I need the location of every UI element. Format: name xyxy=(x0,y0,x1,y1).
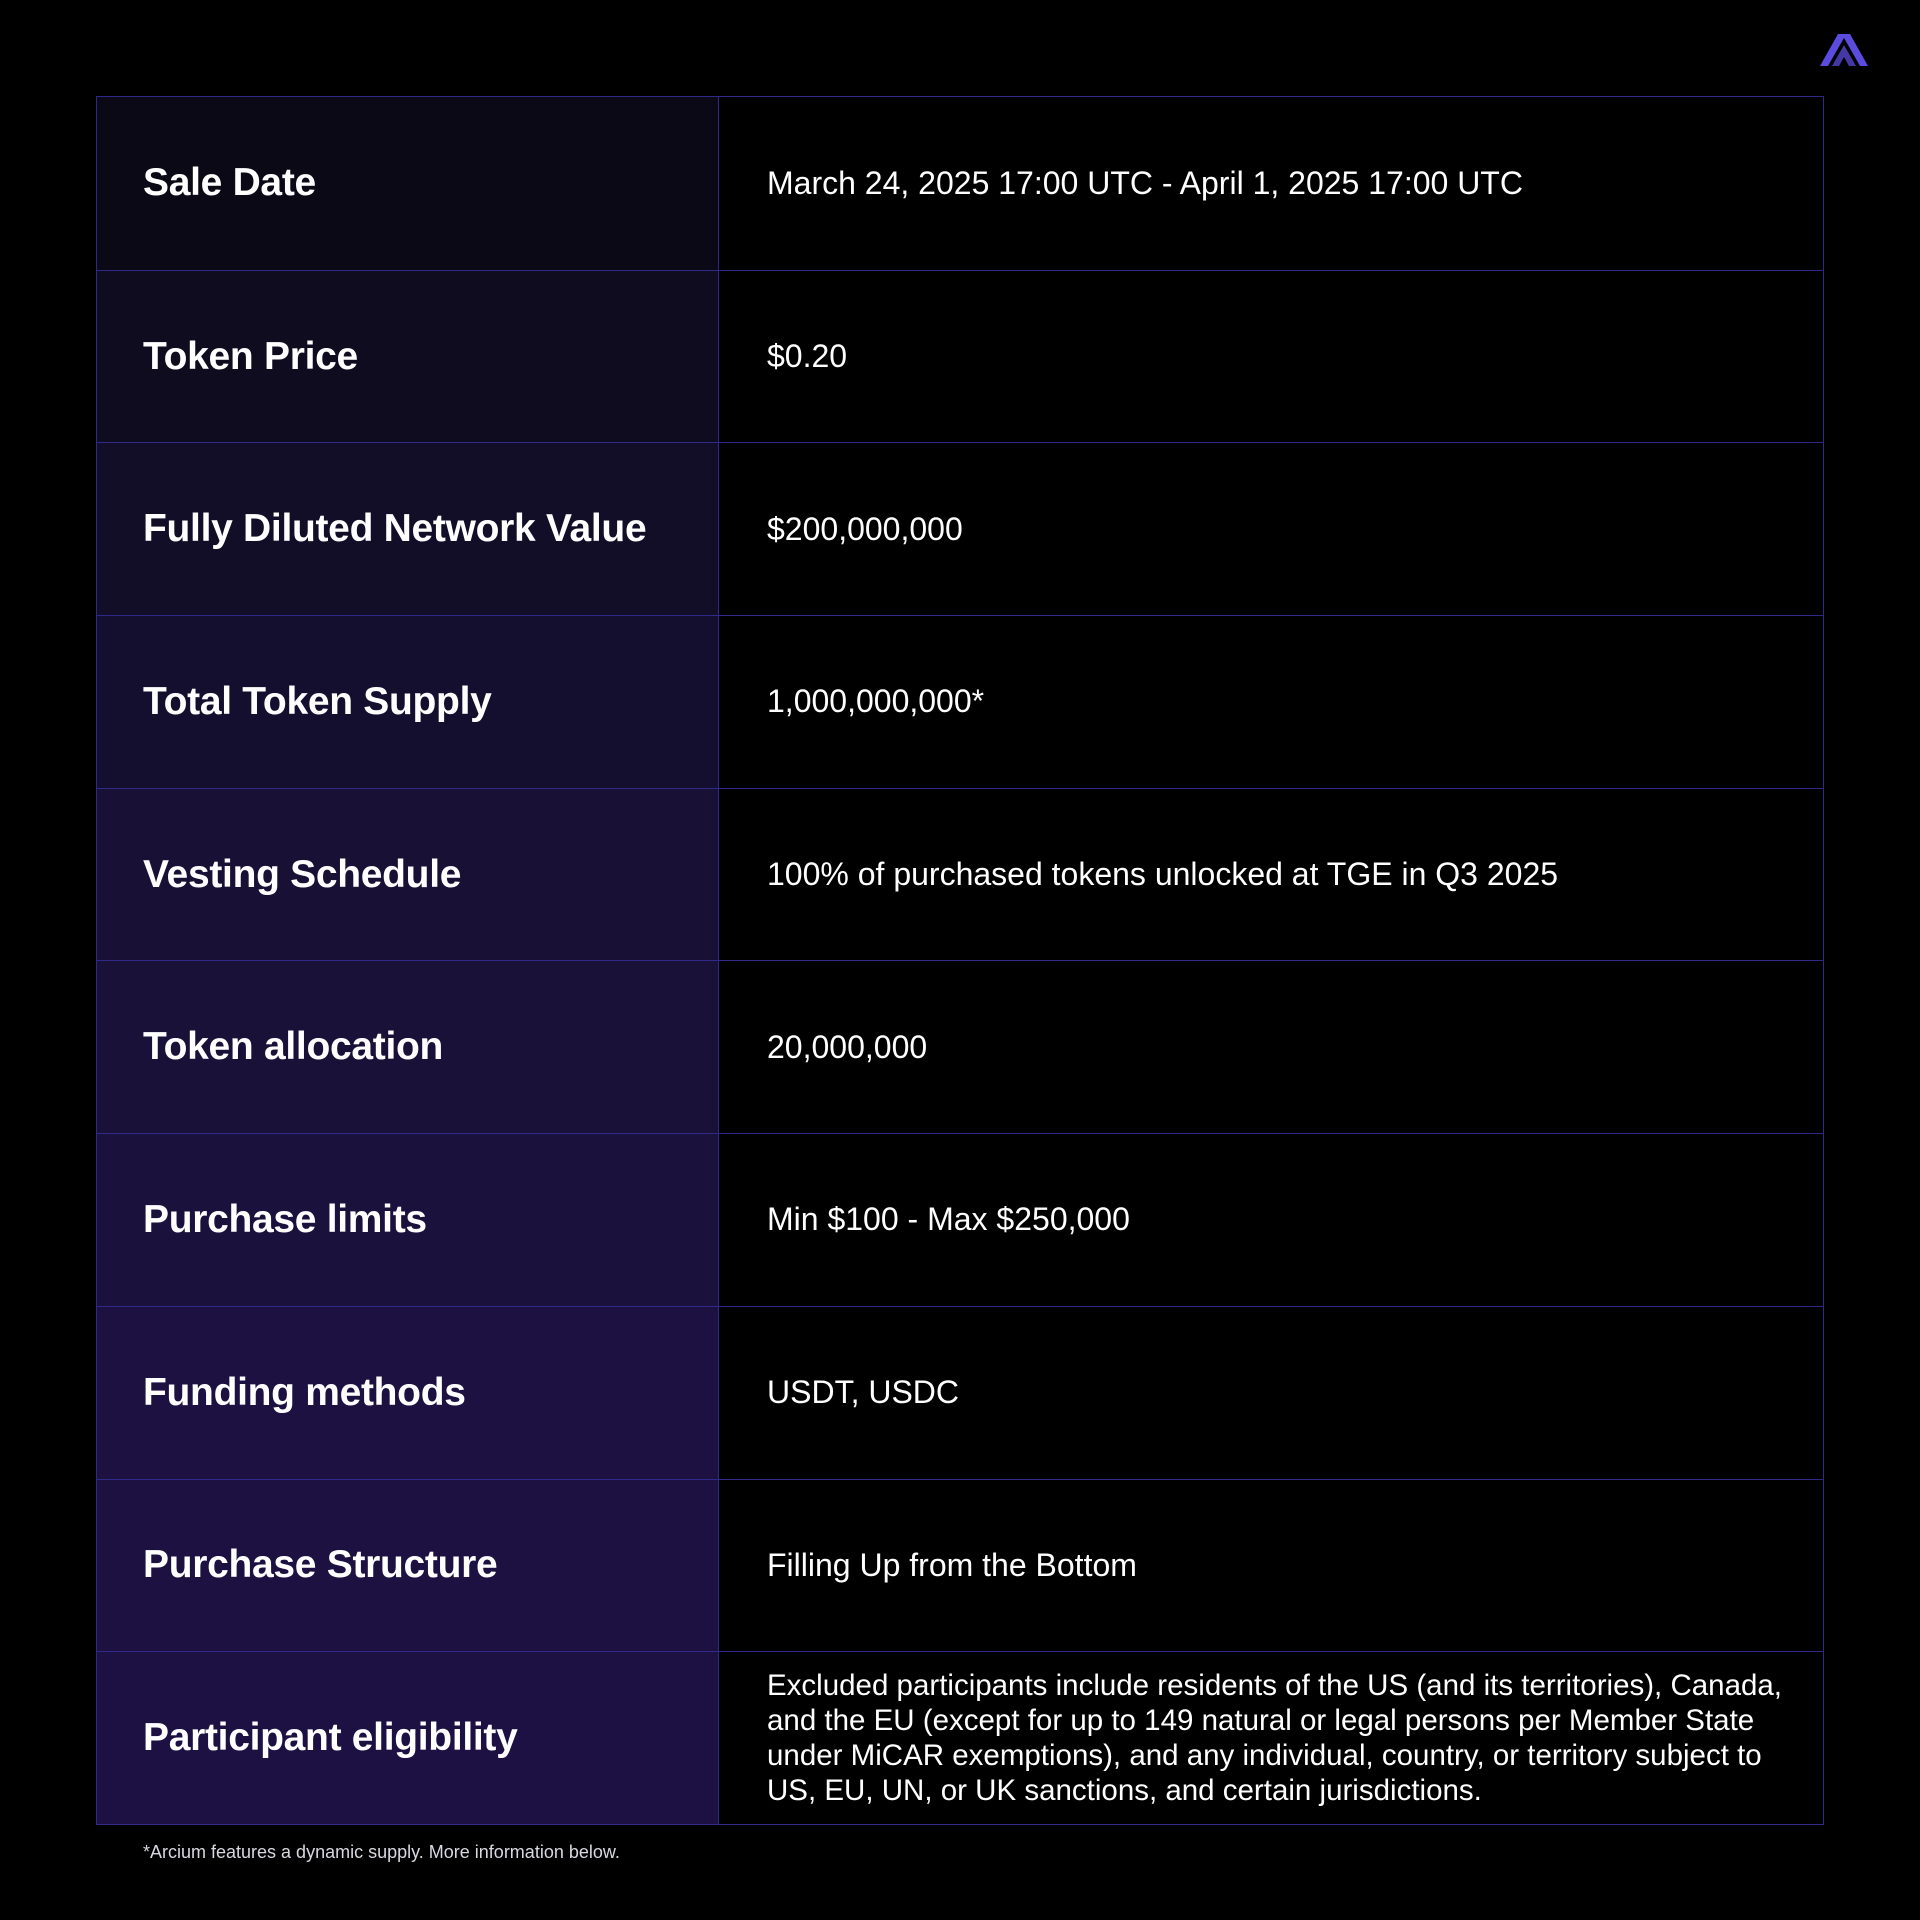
row-participant-eligibility xyxy=(97,1651,1823,1824)
row-value: Filling Up from the Bottom xyxy=(719,1480,1823,1652)
row-funding-methods xyxy=(97,1306,1823,1479)
row-token-price xyxy=(97,270,1823,443)
row-label: Purchase Structure xyxy=(97,1480,719,1652)
row-label: Token Price xyxy=(97,271,719,443)
row-purchase-limits xyxy=(97,1133,1823,1306)
row-value: USDT, USDC xyxy=(719,1307,1823,1479)
footnote: *Arcium features a dynamic supply. More information below. xyxy=(143,1842,620,1862)
row-token-allocation xyxy=(97,960,1823,1133)
row-label: Participant eligibility xyxy=(97,1652,719,1824)
row-value: Excluded participants include residents of the US (and its territories), Canada, and the EU (except for up to 149 natural or legal persons per Member State under MiCAR exemptions), and any individual, country, or territory subject to US, EU, UN, or UK sanctions, and certain jurisdictions. xyxy=(719,1652,1823,1824)
row-label: Purchase limits xyxy=(97,1134,719,1306)
row-sale-date xyxy=(97,97,1823,270)
row-value: $0.20 xyxy=(719,271,1823,443)
row-label: Vesting Schedule xyxy=(97,789,719,961)
row-value: 1,000,000,000* xyxy=(719,616,1823,788)
arcium-logo-icon xyxy=(1818,30,1870,70)
row-value: 20,000,000 xyxy=(719,961,1823,1133)
row-value: March 24, 2025 17:00 UTC - April 1, 2025 17:00 UTC xyxy=(719,97,1823,270)
row-fully-diluted-value xyxy=(97,442,1823,615)
token-sale-table xyxy=(96,96,1824,1825)
row-value: $200,000,000 xyxy=(719,443,1823,615)
row-value: Min $100 - Max $250,000 xyxy=(719,1134,1823,1306)
row-total-token-supply xyxy=(97,615,1823,788)
row-label: Fully Diluted Network Value xyxy=(97,443,719,615)
row-label: Sale Date xyxy=(97,97,719,270)
row-purchase-structure xyxy=(97,1479,1823,1652)
row-label: Funding methods xyxy=(97,1307,719,1479)
row-value: 100% of purchased tokens unlocked at TGE in Q3 2025 xyxy=(719,789,1823,961)
row-label: Token allocation xyxy=(97,961,719,1133)
row-label: Total Token Supply xyxy=(97,616,719,788)
row-vesting-schedule xyxy=(97,788,1823,961)
